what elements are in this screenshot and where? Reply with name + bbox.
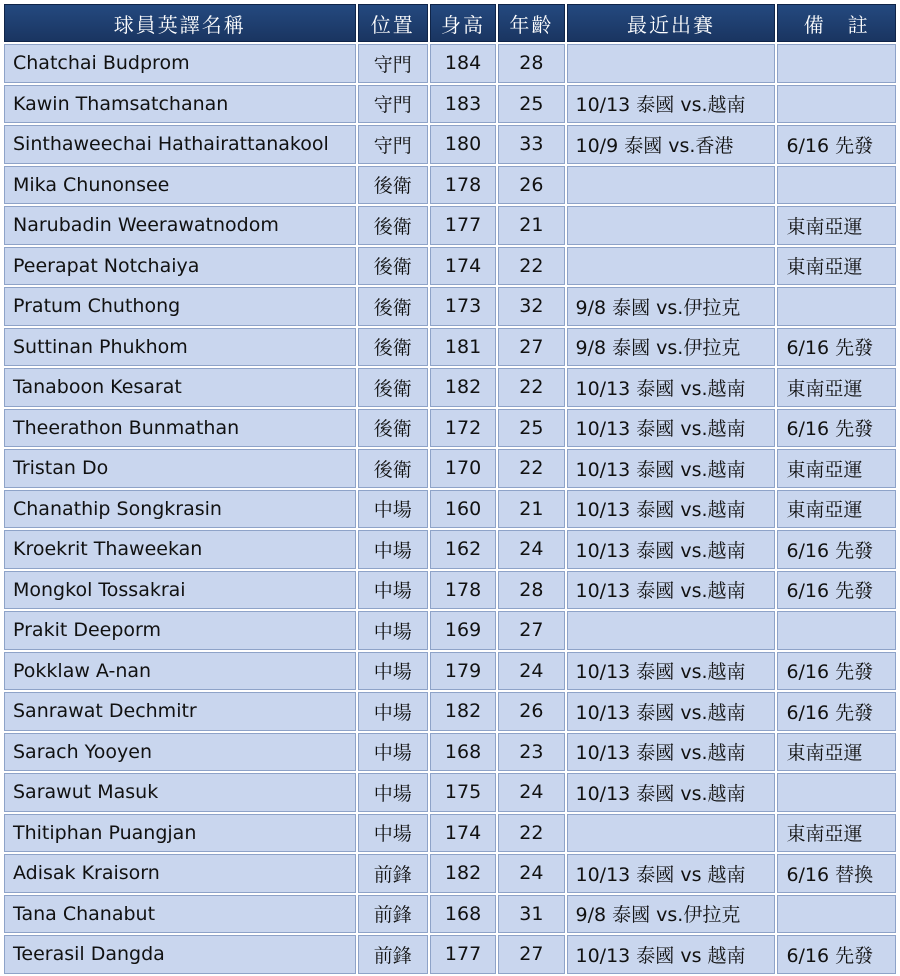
remarks-cell: 6/16 先發: [777, 571, 896, 610]
table-row: [4, 733, 896, 772]
table-row: [4, 652, 896, 691]
recent-match-cell: 10/13 泰國 vs.越南: [567, 571, 776, 610]
recent-match-cell: 10/9 泰國 vs.香港: [567, 125, 776, 164]
age-cell: 32: [498, 287, 564, 326]
age-cell: 28: [498, 571, 564, 610]
position-cell: 中場: [358, 733, 428, 772]
player-name-cell: Peerapat Notchaiya: [4, 247, 356, 286]
player-name-cell: Tristan Do: [4, 449, 356, 488]
age-cell: 23: [498, 733, 564, 772]
age-cell: 31: [498, 895, 564, 934]
table-row: [4, 449, 896, 488]
player-name-cell: Teerasil Dangda: [4, 935, 356, 974]
height-cell: 173: [430, 287, 496, 326]
remarks-cell: 6/16 先發: [777, 935, 896, 974]
table-body: [4, 44, 896, 974]
height-cell: 184: [430, 44, 496, 83]
recent-match-cell: [567, 247, 776, 286]
age-cell: 24: [498, 854, 564, 893]
position-cell: 前鋒: [358, 935, 428, 974]
header-age: 年齡: [498, 4, 564, 42]
height-cell: 168: [430, 895, 496, 934]
position-cell: 後衛: [358, 166, 428, 205]
position-cell: 後衛: [358, 368, 428, 407]
age-cell: 25: [498, 85, 564, 124]
remarks-cell: 6/16 先發: [777, 692, 896, 731]
recent-match-cell: [567, 44, 776, 83]
header-recent-match: 最近出賽: [567, 4, 776, 42]
height-cell: 174: [430, 814, 496, 853]
player-name-cell: Narubadin Weerawatnodom: [4, 206, 356, 245]
recent-match-cell: 9/8 泰國 vs.伊拉克: [567, 287, 776, 326]
remarks-cell: 東南亞運: [777, 247, 896, 286]
age-cell: 24: [498, 773, 564, 812]
age-cell: 27: [498, 611, 564, 650]
position-cell: 守門: [358, 85, 428, 124]
height-cell: 162: [430, 530, 496, 569]
remarks-cell: [777, 611, 896, 650]
height-cell: 182: [430, 368, 496, 407]
remarks-cell: 6/16 先發: [777, 530, 896, 569]
height-cell: 179: [430, 652, 496, 691]
remarks-cell: 6/16 先發: [777, 125, 896, 164]
table-row: [4, 287, 896, 326]
header-name: 球員英譯名稱: [4, 4, 356, 42]
position-cell: 守門: [358, 125, 428, 164]
height-cell: 177: [430, 935, 496, 974]
age-cell: 26: [498, 692, 564, 731]
remarks-cell: [777, 287, 896, 326]
remarks-cell: 6/16 先發: [777, 409, 896, 448]
position-cell: 前鋒: [358, 854, 428, 893]
player-name-cell: Chanathip Songkrasin: [4, 490, 356, 529]
age-cell: 26: [498, 166, 564, 205]
height-cell: 178: [430, 166, 496, 205]
recent-match-cell: 10/13 泰國 vs.越南: [567, 733, 776, 772]
height-cell: 169: [430, 611, 496, 650]
table-row: [4, 247, 896, 286]
height-cell: 183: [430, 85, 496, 124]
age-cell: 21: [498, 490, 564, 529]
player-name-cell: Tanaboon Kesarat: [4, 368, 356, 407]
remarks-cell: [777, 44, 896, 83]
position-cell: 後衛: [358, 206, 428, 245]
remarks-cell: 6/16 替換: [777, 854, 896, 893]
position-cell: 中場: [358, 611, 428, 650]
position-cell: 中場: [358, 692, 428, 731]
remarks-cell: 東南亞運: [777, 814, 896, 853]
age-cell: 25: [498, 409, 564, 448]
remarks-cell: 東南亞運: [777, 206, 896, 245]
player-name-cell: Sanrawat Dechmitr: [4, 692, 356, 731]
height-cell: 160: [430, 490, 496, 529]
player-name-cell: Thitiphan Puangjan: [4, 814, 356, 853]
player-name-cell: Tana Chanabut: [4, 895, 356, 934]
age-cell: 24: [498, 530, 564, 569]
height-cell: 170: [430, 449, 496, 488]
table-row: [4, 368, 896, 407]
position-cell: 中場: [358, 490, 428, 529]
age-cell: 33: [498, 125, 564, 164]
height-cell: 178: [430, 571, 496, 610]
player-name-cell: Prakit Deeporm: [4, 611, 356, 650]
player-name-cell: Mongkol Tossakrai: [4, 571, 356, 610]
position-cell: 中場: [358, 773, 428, 812]
age-cell: 22: [498, 814, 564, 853]
table-row: [4, 44, 896, 83]
height-cell: 180: [430, 125, 496, 164]
age-cell: 22: [498, 449, 564, 488]
age-cell: 27: [498, 935, 564, 974]
position-cell: 中場: [358, 571, 428, 610]
position-cell: 中場: [358, 814, 428, 853]
table-row: [4, 206, 896, 245]
height-cell: 182: [430, 854, 496, 893]
age-cell: 27: [498, 328, 564, 367]
remarks-cell: 東南亞運: [777, 490, 896, 529]
height-cell: 181: [430, 328, 496, 367]
table-row: [4, 814, 896, 853]
player-name-cell: Kawin Thamsatchanan: [4, 85, 356, 124]
recent-match-cell: 10/13 泰國 vs.越南: [567, 368, 776, 407]
remarks-cell: 東南亞運: [777, 449, 896, 488]
header-height: 身高: [430, 4, 496, 42]
player-name-cell: Sarawut Masuk: [4, 773, 356, 812]
header-position: 位置: [358, 4, 428, 42]
recent-match-cell: 9/8 泰國 vs.伊拉克: [567, 328, 776, 367]
height-cell: 177: [430, 206, 496, 245]
remarks-cell: [777, 773, 896, 812]
player-name-cell: Theerathon Bunmathan: [4, 409, 356, 448]
table-row: [4, 571, 896, 610]
table-row: [4, 328, 896, 367]
remarks-cell: [777, 85, 896, 124]
player-name-cell: Pratum Chuthong: [4, 287, 356, 326]
recent-match-cell: 9/8 泰國 vs.伊拉克: [567, 895, 776, 934]
recent-match-cell: 10/13 泰國 vs.越南: [567, 692, 776, 731]
table-row: [4, 692, 896, 731]
remarks-cell: 東南亞運: [777, 733, 896, 772]
position-cell: 後衛: [358, 247, 428, 286]
remarks-cell: [777, 166, 896, 205]
recent-match-cell: 10/13 泰國 vs 越南: [567, 935, 776, 974]
player-name-cell: Pokklaw A-nan: [4, 652, 356, 691]
remarks-cell: 東南亞運: [777, 368, 896, 407]
age-cell: 22: [498, 368, 564, 407]
player-name-cell: Adisak Kraisorn: [4, 854, 356, 893]
table-row: [4, 409, 896, 448]
remarks-cell: [777, 895, 896, 934]
table-header: [4, 4, 896, 42]
recent-match-cell: 10/13 泰國 vs.越南: [567, 490, 776, 529]
height-cell: 172: [430, 409, 496, 448]
table-row: [4, 895, 896, 934]
table-row: [4, 773, 896, 812]
age-cell: 21: [498, 206, 564, 245]
recent-match-cell: 10/13 泰國 vs.越南: [567, 409, 776, 448]
age-cell: 28: [498, 44, 564, 83]
header-row: [4, 4, 896, 42]
position-cell: 後衛: [358, 409, 428, 448]
player-roster-table: [2, 2, 898, 976]
header-remarks: 備 註: [777, 4, 896, 42]
table-row: [4, 530, 896, 569]
height-cell: 174: [430, 247, 496, 286]
table-row: [4, 854, 896, 893]
position-cell: 前鋒: [358, 895, 428, 934]
remarks-cell: 6/16 先發: [777, 328, 896, 367]
age-cell: 24: [498, 652, 564, 691]
recent-match-cell: [567, 814, 776, 853]
table-row: [4, 935, 896, 974]
player-name-cell: Chatchai Budprom: [4, 44, 356, 83]
player-name-cell: Suttinan Phukhom: [4, 328, 356, 367]
table-row: [4, 611, 896, 650]
height-cell: 168: [430, 733, 496, 772]
recent-match-cell: 10/13 泰國 vs 越南: [567, 854, 776, 893]
position-cell: 後衛: [358, 328, 428, 367]
height-cell: 175: [430, 773, 496, 812]
recent-match-cell: 10/13 泰國 vs.越南: [567, 530, 776, 569]
recent-match-cell: 10/13 泰國 vs.越南: [567, 85, 776, 124]
table-row: [4, 166, 896, 205]
player-name-cell: Sarach Yooyen: [4, 733, 356, 772]
player-name-cell: Sinthaweechai Hathairattanakool: [4, 125, 356, 164]
table-row: [4, 125, 896, 164]
player-name-cell: Mika Chunonsee: [4, 166, 356, 205]
player-name-cell: Kroekrit Thaweekan: [4, 530, 356, 569]
recent-match-cell: [567, 611, 776, 650]
position-cell: 守門: [358, 44, 428, 83]
remarks-cell: 6/16 先發: [777, 652, 896, 691]
recent-match-cell: 10/13 泰國 vs.越南: [567, 449, 776, 488]
recent-match-cell: 10/13 泰國 vs.越南: [567, 652, 776, 691]
position-cell: 中場: [358, 530, 428, 569]
position-cell: 中場: [358, 652, 428, 691]
position-cell: 後衛: [358, 287, 428, 326]
table-row: [4, 490, 896, 529]
recent-match-cell: 10/13 泰國 vs.越南: [567, 773, 776, 812]
recent-match-cell: [567, 166, 776, 205]
position-cell: 後衛: [358, 449, 428, 488]
recent-match-cell: [567, 206, 776, 245]
age-cell: 22: [498, 247, 564, 286]
height-cell: 182: [430, 692, 496, 731]
table-row: [4, 85, 896, 124]
